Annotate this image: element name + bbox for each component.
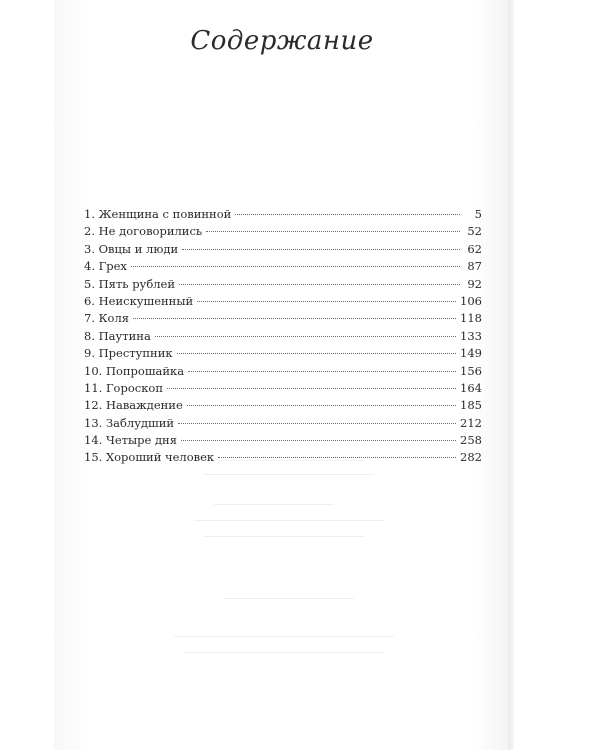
toc-entry bbox=[84, 310, 482, 327]
toc-entry-page: 258 bbox=[460, 433, 482, 448]
toc-entry bbox=[84, 241, 482, 258]
toc-entry-title: 5. Пять рублей bbox=[84, 276, 176, 291]
toc-entry bbox=[84, 328, 482, 345]
toc-entry-page: 156 bbox=[460, 363, 482, 378]
toc-entry bbox=[84, 293, 482, 310]
bleed-through-text bbox=[54, 440, 510, 680]
dot-leader bbox=[167, 388, 456, 389]
toc-entry-page: 133 bbox=[460, 328, 482, 343]
toc-entry-page: 62 bbox=[467, 241, 482, 256]
toc-entry-title: 15. Хороший человек bbox=[84, 450, 215, 465]
toc-entry bbox=[84, 415, 482, 432]
toc-entry bbox=[84, 380, 482, 397]
dot-leader bbox=[188, 371, 456, 372]
toc-list bbox=[84, 206, 482, 467]
toc-entry bbox=[84, 223, 482, 240]
toc-entry-page: 164 bbox=[460, 380, 482, 395]
toc-entry-title: 14. Четыре дня bbox=[84, 433, 177, 448]
toc-entry-title: 13. Заблудший bbox=[84, 415, 175, 430]
toc-entry-title: 12. Наваждение bbox=[84, 398, 183, 413]
dot-leader bbox=[206, 231, 460, 232]
toc-entry-title: 8. Паутина bbox=[84, 328, 151, 343]
toc-entry-title: 9. Преступник bbox=[84, 346, 173, 361]
toc-entry bbox=[84, 345, 482, 362]
toc-entry bbox=[84, 449, 482, 466]
toc-entry-page: 52 bbox=[467, 224, 482, 239]
toc-entry-page: 106 bbox=[460, 293, 482, 308]
toc-entry-title: 6. Неискушенный bbox=[84, 293, 194, 308]
dot-leader bbox=[181, 440, 456, 441]
toc-heading: Содержание bbox=[190, 26, 374, 56]
toc-entry-title: 11. Гороскоп bbox=[84, 380, 163, 395]
dot-leader bbox=[131, 266, 460, 267]
dot-leader bbox=[177, 353, 456, 354]
toc-entry-page: 185 bbox=[460, 398, 482, 413]
dot-leader bbox=[187, 405, 456, 406]
toc-entry-page: 282 bbox=[460, 450, 482, 465]
dot-leader bbox=[178, 423, 456, 424]
book-page bbox=[54, 0, 510, 750]
toc-entry-title: 10. Попрошайка bbox=[84, 363, 185, 378]
toc-entry-title: 4. Грех bbox=[84, 259, 127, 274]
toc-entry-title: 7. Коля bbox=[84, 311, 130, 326]
toc-entry bbox=[84, 397, 482, 414]
toc-entry-page: 92 bbox=[467, 276, 482, 291]
toc-entry-page: 5 bbox=[474, 207, 482, 221]
toc-entry-page: 149 bbox=[460, 346, 482, 361]
toc-entry-title: 3. Овцы и люди bbox=[84, 241, 179, 256]
toc-entry-page: 118 bbox=[460, 311, 482, 326]
dot-leader bbox=[197, 301, 456, 302]
dot-leader bbox=[155, 336, 456, 337]
toc-entry-page: 212 bbox=[460, 415, 482, 430]
toc-entry bbox=[84, 206, 482, 223]
toc-entry bbox=[84, 258, 482, 275]
dot-leader bbox=[218, 457, 456, 458]
toc-entry bbox=[84, 363, 482, 380]
toc-entry-title: 1. Женщина с повинной bbox=[84, 207, 232, 221]
toc-entry bbox=[84, 276, 482, 293]
page-edge bbox=[508, 0, 514, 750]
toc-entry bbox=[84, 432, 482, 449]
toc-entry-title: 2. Не договорились bbox=[84, 224, 203, 239]
dot-leader bbox=[235, 214, 460, 215]
dot-leader bbox=[179, 284, 460, 285]
dot-leader bbox=[133, 318, 456, 319]
dot-leader bbox=[182, 249, 460, 250]
toc-entry-page: 87 bbox=[467, 259, 482, 274]
